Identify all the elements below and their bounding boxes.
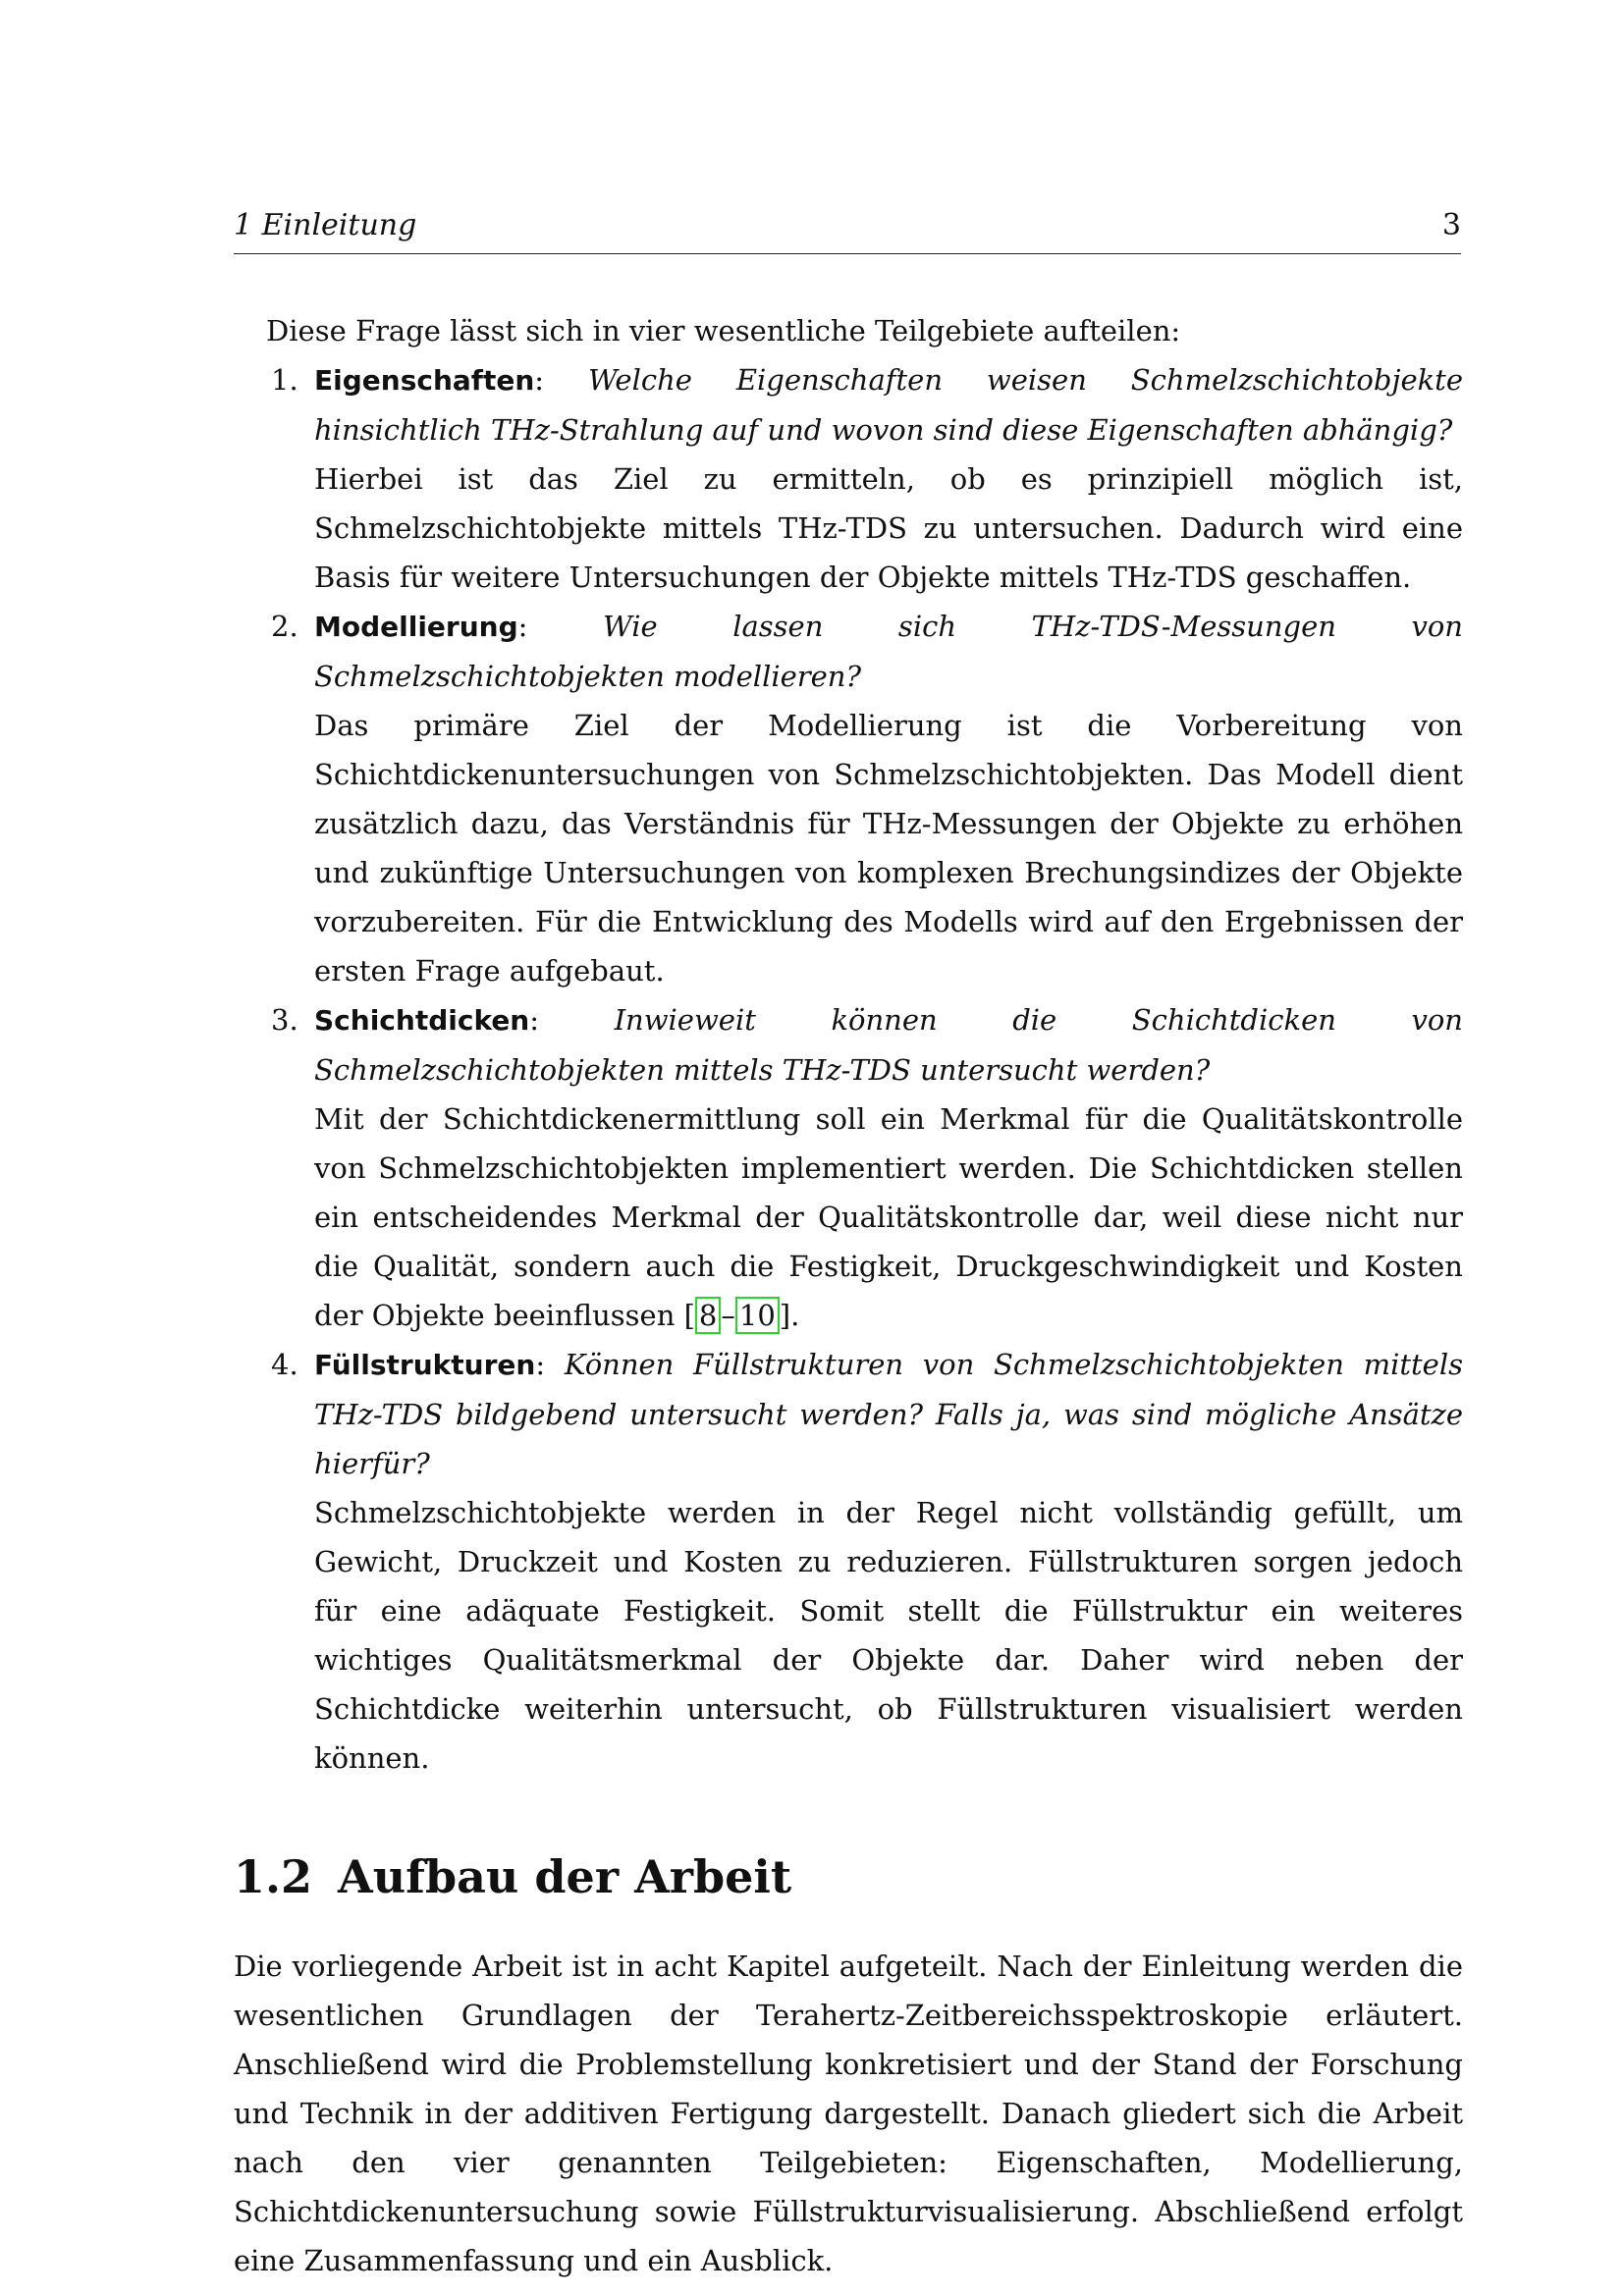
item-term: Füllstrukturen xyxy=(314,1349,536,1381)
citation-close: ]. xyxy=(779,1299,800,1332)
item-question: Wie lassen sich THz-TDS-Messungen von Schmelzschichtobjekten modellieren? xyxy=(314,610,1463,693)
citation-dash: – xyxy=(721,1299,735,1332)
item-term: Eigenschaften xyxy=(314,364,535,397)
item-question: Können Füllstrukturen von Schmelzschichtobjekten mittels THz-TDS bildgebend untersucht werden? Falls ja, was sind mögliche Ansätze hierfür? xyxy=(314,1348,1463,1480)
section-title: Aufbau der Arbeit xyxy=(338,1850,792,1903)
item-term: Modellierung xyxy=(314,611,518,643)
citation-open: [ xyxy=(675,1299,695,1332)
research-questions-list xyxy=(234,355,1463,1783)
item-separator: : xyxy=(534,363,588,397)
list-item xyxy=(234,995,1463,1340)
item-explanation-text: Mit der Schichtdickenermittlung soll ein Merkmal für die Qualitätskontrolle von Schmelzschichtobjekten implementiert werden. Die Schichtdicken stellen ein entscheidendes Merkmal der Qualitätskontrolle dar, weil diese nicht nur die Qualität, sondern auch die Festigkeit, Druckgeschwindigkeit und Kosten der Objekte beeinflussen xyxy=(314,1102,1463,1332)
citation-link-10[interactable]: 10 xyxy=(735,1297,780,1334)
item-separator: : xyxy=(535,1348,565,1381)
list-item xyxy=(234,602,1463,995)
item-explanation: Hierbei ist das Ziel zu ermitteln, ob es prinzipiell möglich ist, Schmelzschichtobjekte mittels THz-TDS zu untersuchen. Dadurch wird eine Basis für weitere Untersuchungen der Objekte mittels THz-TDS geschaffen. xyxy=(314,462,1463,594)
list-item xyxy=(234,1340,1463,1783)
list-item xyxy=(234,355,1463,602)
item-separator: : xyxy=(529,1003,615,1037)
item-question: Inwieweit können die Schichtdicken von Schmelzschichtobjekten mittels THz-TDS untersucht werden? xyxy=(314,1003,1463,1087)
item-term: Schichtdicken xyxy=(314,1004,530,1037)
item-number: 3. xyxy=(271,1003,298,1037)
item-question: Welche Eigenschaften weisen Schmelzschichtobjekte hinsichtlich THz-Strahlung auf und wovon sind diese Eigenschaften abhängig? xyxy=(314,363,1463,447)
section-heading xyxy=(234,1849,1463,1904)
page-number: 3 xyxy=(1441,208,1461,242)
item-explanation: Das primäre Ziel der Modellierung ist die Vorbereitung von Schichtdickenuntersuchungen von Schmelzschichtobjekten. Das Modell dient zusätzlich dazu, das Verständnis für THz-Messungen der Objekte zu erhöhen und zukünftige Untersuchungen von komplexen Brechungsindizes der Objekte vorzubereiten. Für die Entwicklung des Modells wird auf den Ergebnissen der ersten Frage aufgebaut. xyxy=(314,709,1463,988)
item-number: 1. xyxy=(271,363,298,397)
item-number: 2. xyxy=(271,610,298,643)
citation-link-8[interactable]: 8 xyxy=(695,1297,721,1334)
item-explanation: Schmelzschichtobjekte werden in der Regel nicht vollständig gefüllt, um Gewicht, Druckzeit und Kosten zu reduzieren. Füllstrukturen sorgen jedoch für eine adäquate Festigkeit. Somit stellt die Füllstruktur ein weiteres wichtiges Qualitätsmerkmal der Objekte dar. Daher wird neben der Schichtdicke weiterhin untersucht, ob Füllstrukturen visualisiert werden können. xyxy=(314,1496,1463,1775)
item-explanation xyxy=(314,1095,1463,1340)
intro-sentence: Diese Frage lässt sich in vier wesentliche Teilgebiete aufteilen: xyxy=(266,314,1181,347)
section-number: 1.2 xyxy=(234,1850,313,1903)
item-separator: : xyxy=(517,610,603,643)
item-number: 4. xyxy=(271,1348,298,1381)
page-content xyxy=(234,306,1463,2285)
chapter-title: 1 Einleitung xyxy=(234,208,417,242)
running-header xyxy=(234,208,1461,254)
section-paragraph: Die vorliegende Arbeit ist in acht Kapitel aufgeteilt. Nach der Einleitung werden die wesentlichen Grundlagen der Terahertz-Zeitbereichsspektroskopie erläutert. Anschließend wird die Problemstellung konkretisiert und der Stand der Forschung und Technik in der additiven Fertigung dargestellt. Danach gliedert sich die Arbeit nach den vier genannten Teilgebieten: Eigenschaften, Modellierung, Schichtdickenuntersuchung sowie Füllstrukturvisualisierung. Abschließend erfolgt eine Zusammenfassung und ein Ausblick. xyxy=(234,1949,1463,2277)
